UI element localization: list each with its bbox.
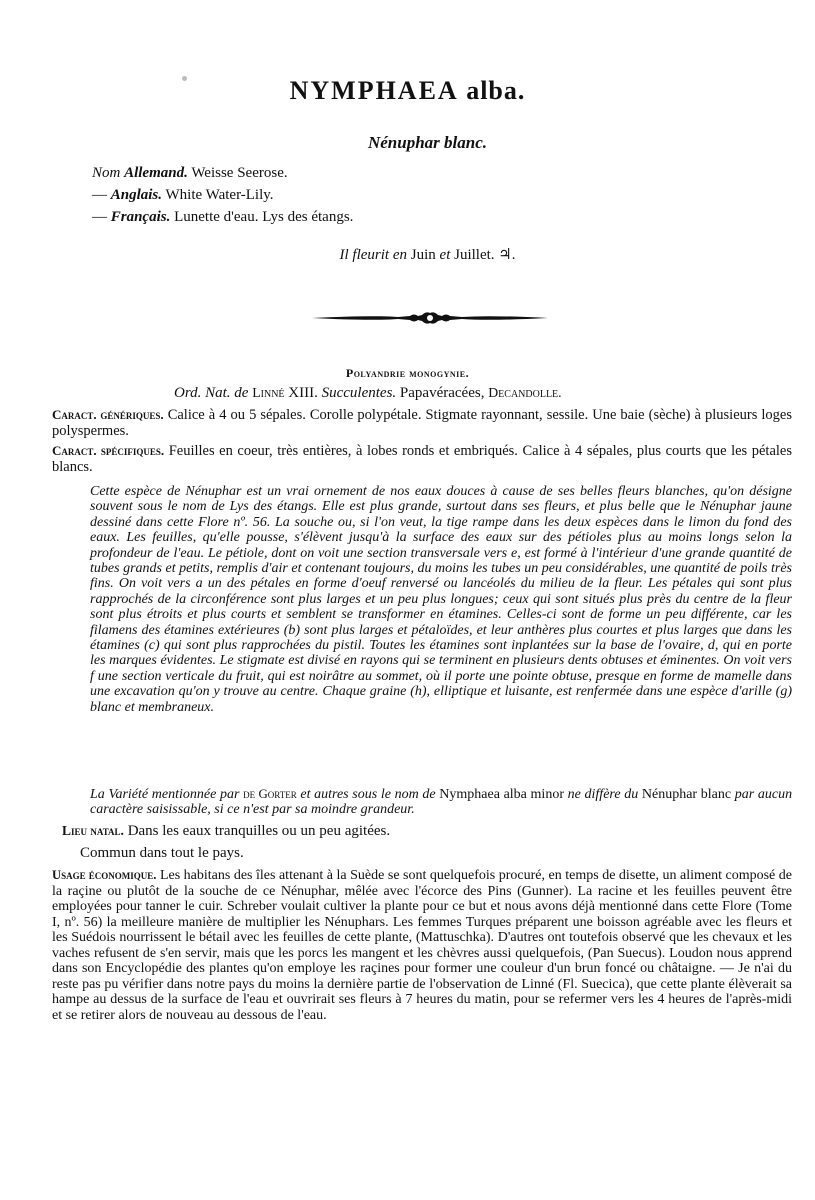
native-habitat: Lieu natal. Dans les eaux tranquilles ou un peu agitées. (62, 823, 391, 839)
species-name: alba. (466, 76, 526, 105)
genus-name: NYMPHAEA (289, 76, 459, 105)
name-row-english: — Anglais. White Water-Lily. (92, 187, 274, 203)
name-row-french: — Français. Lunette d'eau. Lys des étangs. (92, 209, 354, 225)
vernacular-names (92, 162, 592, 228)
specific-characters: Caract. spécifiques. Feuilles en coeur, très entières, à lobes ronds et embriqués. Calice à 4 sépales, plus courts que les pétales blancs. (52, 443, 793, 475)
ornament-divider (310, 308, 550, 328)
flowering-time: Il fleurit en Juin et Juillet. ♃. (339, 247, 516, 263)
habitat-frequency: Commun dans tout le pays. (80, 845, 244, 861)
species-description: Cette espèce de Nénuphar est un vrai ornement de nos eaux douces à cause de ses belles fleurs blanches, qu'on désigne souvent sous le nom de Lys des étangs. Elle est plus grande, surtout dans ses fleurs, et plus belle que le Nénuphar jaune dessiné dans cette Flore nº. 56. La souche ou, si l'on veut, la tige rampe dans les deux espèces dans le limon du fond des eaux. Les feuilles, qu'elle pousse, s'élèvent jusqu'à la surface des eaux sur des pétioles plus au moins longs selon la profondeur de l'eau. Le pétiole, dont on voit une section transversale vers e, est formé à l'intérieur d'une grande quantité de tubes grands et petits, remplis d'air et contenant toujours, du moins les tubes un peu considérables, une quantité de poils très fins. On voit vers a un des pétales en forme d'oeuf renversé ou lancéolés du milieu de la fleur. Les pétales qui sont plus rapprochés de la circonférence sont plus larges et un peu plus longues; ceux qui sont situés plus près du centre de la fleur sont plus étroits et plus courts et semblent se transformer en étamines. Celles-ci sont de forme un peu différente, car les filamens des étamines extérieures (b) sont plus larges et pétaloïdes, et leur anthères plus courtes et plus larges que dans les étamines (c) qui sont plus rapprochées du pistil. Toutes les étamines sont inplantées sur la base de l'ovaire, d, qui en porte les marques évidentes. Le stigmate est divisé en rayons qui se terminent en plusieurs dents obtuses et éminentes. On voit vers f une section verticale du fruit, qui est noirâtre au sommet, où il porte une pointe obtuse, presque en forme de mamelle dans une excavation qu'on y trouve au centre. Chaque graine (h), elliptique et luisante, est renfermée dans une espèce d'arille (g) blanc et membraneux. (90, 484, 792, 715)
common-name: Nénuphar blanc. (367, 133, 488, 152)
name-row-german: Nom Allemand. Weisse Seerose. (92, 165, 288, 181)
natural-order-line: Ord. Nat. de Linné XIII. Succulentes. Papavéracées, Decandolle. (174, 385, 562, 401)
variety-note: La Variété mentionnée par de Gorter et autres sous le nom de Nymphaea alba minor ne diffère du Nénuphar blanc par aucun caractère saisissable, si ce n'est par sa moindre grandeur. (90, 787, 793, 818)
perennial-symbol: ♃. (498, 247, 516, 263)
economic-use: Usage économique. Les habitans des îles attenant à la Suède se sont quelquefois procuré, en temps de disette, un aliment composé de la raçine ou plutôt de la souche de ce Nénuphar, mêlée avec l'écorce des Pins (Gunner). La racine et les feuilles peuvent être employées pour tanner le cuir. Schreber voulait cultiver la plante pour ce but et nous avons déjà mentionné dans cette Flore (Tome I, nº. 56) la meilleure manière de multiplier les Nénuphars. Les femmes Turques préparent une boisson agréable avec les fleurs et les Suédois nourrissent le bétail avec les feuilles de cette plante, (Mattuschka). D'autres ont toutefois observé que les chevaux et les vaches refusent de s'en servir, mais que les porcs les mangent et les chèvres aussi quelquefois, (Pan Suecus). Loudon nous apprend dans son Encyclopédie des plantes qu'on employe les raçines pour former une couleur d'un brun foncé ou châtaigne. — Je n'ai du reste pas pu vérifier dans notre pays du moins la dernière partie de l'observation de Linné (Fl. Suecica), que cette plante élèverait sa hampe au dessus de la surface de l'eau et ouvrirait ses fleurs à 7 heures du matin, pour se refermer vers les 4 heures de l'après-midi et se retirer alors de nouveau au dessous de l'eau. (52, 868, 792, 1023)
page-title (0, 76, 815, 106)
generic-characters: Caract. génériques. Calice à 4 ou 5 sépales. Corolle polypétale. Stigmate rayonnant, sessile. Une baie (sèche) à plusieurs loges polyspermes. (52, 407, 792, 439)
classification-heading: Polyandrie monogynie. (345, 366, 470, 380)
